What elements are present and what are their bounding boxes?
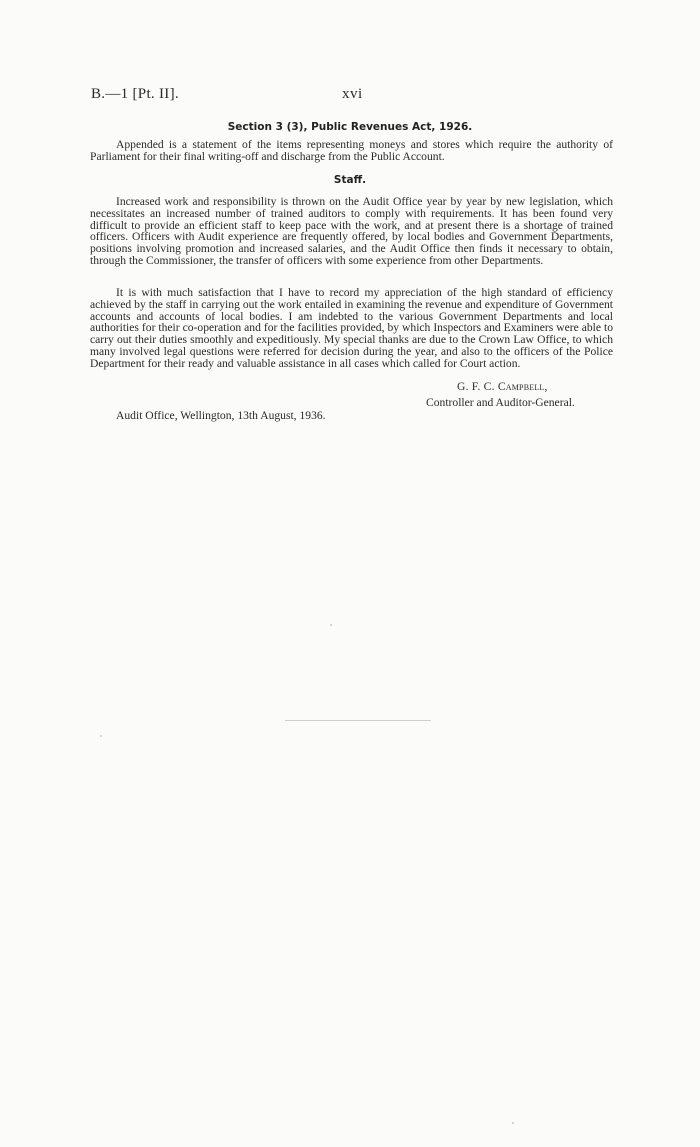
scan-speck [100, 735, 102, 737]
document-reference: B.—1 [Pt. II]. [91, 86, 179, 102]
signature-name: G. F. C. Campbell, [457, 380, 548, 393]
staff-heading: Staff. [333, 174, 367, 186]
divider-rule [285, 720, 431, 721]
section-paragraph: Appended is a statement of the items representing moneys and stores which require the authority of Parliament for their final writing-off and discharge from the Public Account. [90, 138, 613, 163]
scan-speck [330, 624, 332, 626]
scan-speck [512, 1122, 514, 1124]
signature-initials: G. F. C. [457, 380, 495, 393]
page-number: xvi [342, 86, 363, 102]
staff-paragraph-2: It is with much satisfaction that I have to record my appreciation of the high standard of efficiency achieved by the staff in carrying out the work entailed in examining the revenue and expenditure of Government accounts and accounts of local bodies. I am indebted to the various Government Departments and local authorities for their co-operation and for the facilities provided, by which Inspectors and Examiners were able to carry out their duties smoothly and expeditiously. My special thanks are due to the Crown Law Office, to which many involved legal questions were referred for decision during the year, and also to the officers of the Police Department for their ready and valuable assistance in all cases which called for Court action. [90, 286, 613, 370]
signature-surname: Campbell [497, 380, 545, 393]
section-heading: Section 3 (3), Public Revenues Act, 1926. [227, 121, 473, 133]
signature-title: Controller and Auditor-General. [426, 396, 575, 409]
staff-paragraph-1: Increased work and responsibility is thrown on the Audit Office year by year by new legislation, which necessitates an increased number of trained auditors to comply with requirements. It has been found very difficult to provide an efficient staff to keep pace with the work, and at present there is a shortage of trained officers. Officers with Audit experience are frequently offered, by local bodies and Government Departments, positions involving promotion and increased salaries, and the Audit Office then finds it necessary to obtain, through the Commissioner, the transfer of officers with some experience from other Departments. [90, 195, 613, 267]
dateline: Audit Office, Wellington, 13th August, 1936. [116, 409, 326, 422]
